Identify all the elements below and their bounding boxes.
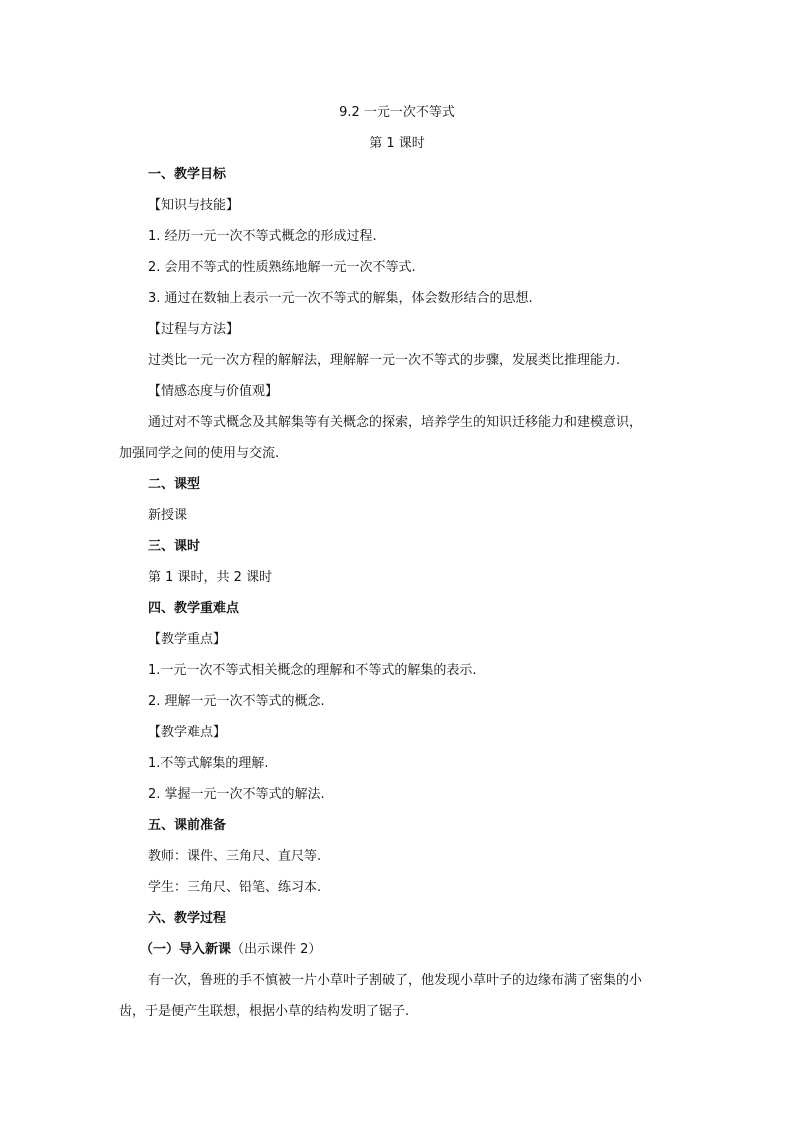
objective-item-3: 3. 通过在数轴上表示一元一次不等式的解集，体会数形结合的思想.: [148, 291, 533, 306]
subheading-key: 【教学重点】: [148, 632, 227, 647]
subsection-intro-note: （出示课件 2）: [231, 942, 322, 957]
section-heading-lesson-type: 二、课型: [148, 477, 201, 492]
objective-item-1: 1. 经历一元一次不等式概念的形成过程.: [148, 229, 377, 244]
subheading-difficult: 【教学难点】: [148, 725, 227, 740]
intro-paragraph-line-2: 齿，于是便产生联想，根据小草的结构发明了锯子.: [119, 1004, 410, 1019]
intro-paragraph-line-1: 有一次，鲁班的手不慎被一片小草叶子割破了，他发现小草叶子的边缘布满了密集的小: [148, 973, 643, 988]
process-text: 过类比一元一次方程的解解法，理解解一元一次不等式的步骤，发展类比推理能力.: [148, 353, 621, 368]
section-heading-objectives: 一、教学目标: [148, 167, 227, 182]
attitude-text-line-1: 通过对不等式概念及其解集等有关概念的探索，培养学生的知识迁移能力和建模意识，: [148, 415, 643, 430]
section-heading-periods: 三、课时: [148, 539, 201, 554]
section-heading-key-points: 四、教学重难点: [148, 601, 240, 616]
section-heading-preparation: 五、课前准备: [148, 818, 227, 833]
difficult-item-1: 1.不等式解集的理解.: [148, 756, 269, 771]
subheading-attitude: 【情感态度与价值观】: [148, 384, 279, 399]
teacher-prep: 教师：课件、三角尺、直尺等.: [148, 849, 322, 864]
lesson-subtitle: 第 1 课时: [369, 136, 425, 151]
section-heading-process: 六、教学过程: [148, 911, 227, 926]
subsection-intro: [140, 942, 321, 958]
key-item-1: 1.一元一次不等式相关概念的理解和不等式的解集的表示.: [148, 663, 477, 678]
subheading-knowledge: 【知识与技能】: [148, 198, 240, 213]
objective-item-2: 2. 会用不等式的性质熟练地解一元一次不等式.: [148, 260, 416, 275]
subsection-intro-title: （一）导入新课: [140, 942, 232, 957]
lesson-type-text: 新授课: [148, 508, 188, 523]
subheading-process: 【过程与方法】: [148, 322, 240, 337]
student-prep: 学生：三角尺、铅笔、练习本.: [148, 880, 322, 895]
document-title: 9.2 一元一次不等式: [339, 105, 455, 120]
attitude-text-line-2: 加强同学之间的使用与交流.: [119, 446, 280, 461]
key-item-2: 2. 理解一元一次不等式的概念.: [148, 694, 325, 709]
periods-text: 第 1 课时，共 2 课时: [148, 570, 273, 585]
difficult-item-2: 2. 掌握一元一次不等式的解法.: [148, 787, 325, 802]
